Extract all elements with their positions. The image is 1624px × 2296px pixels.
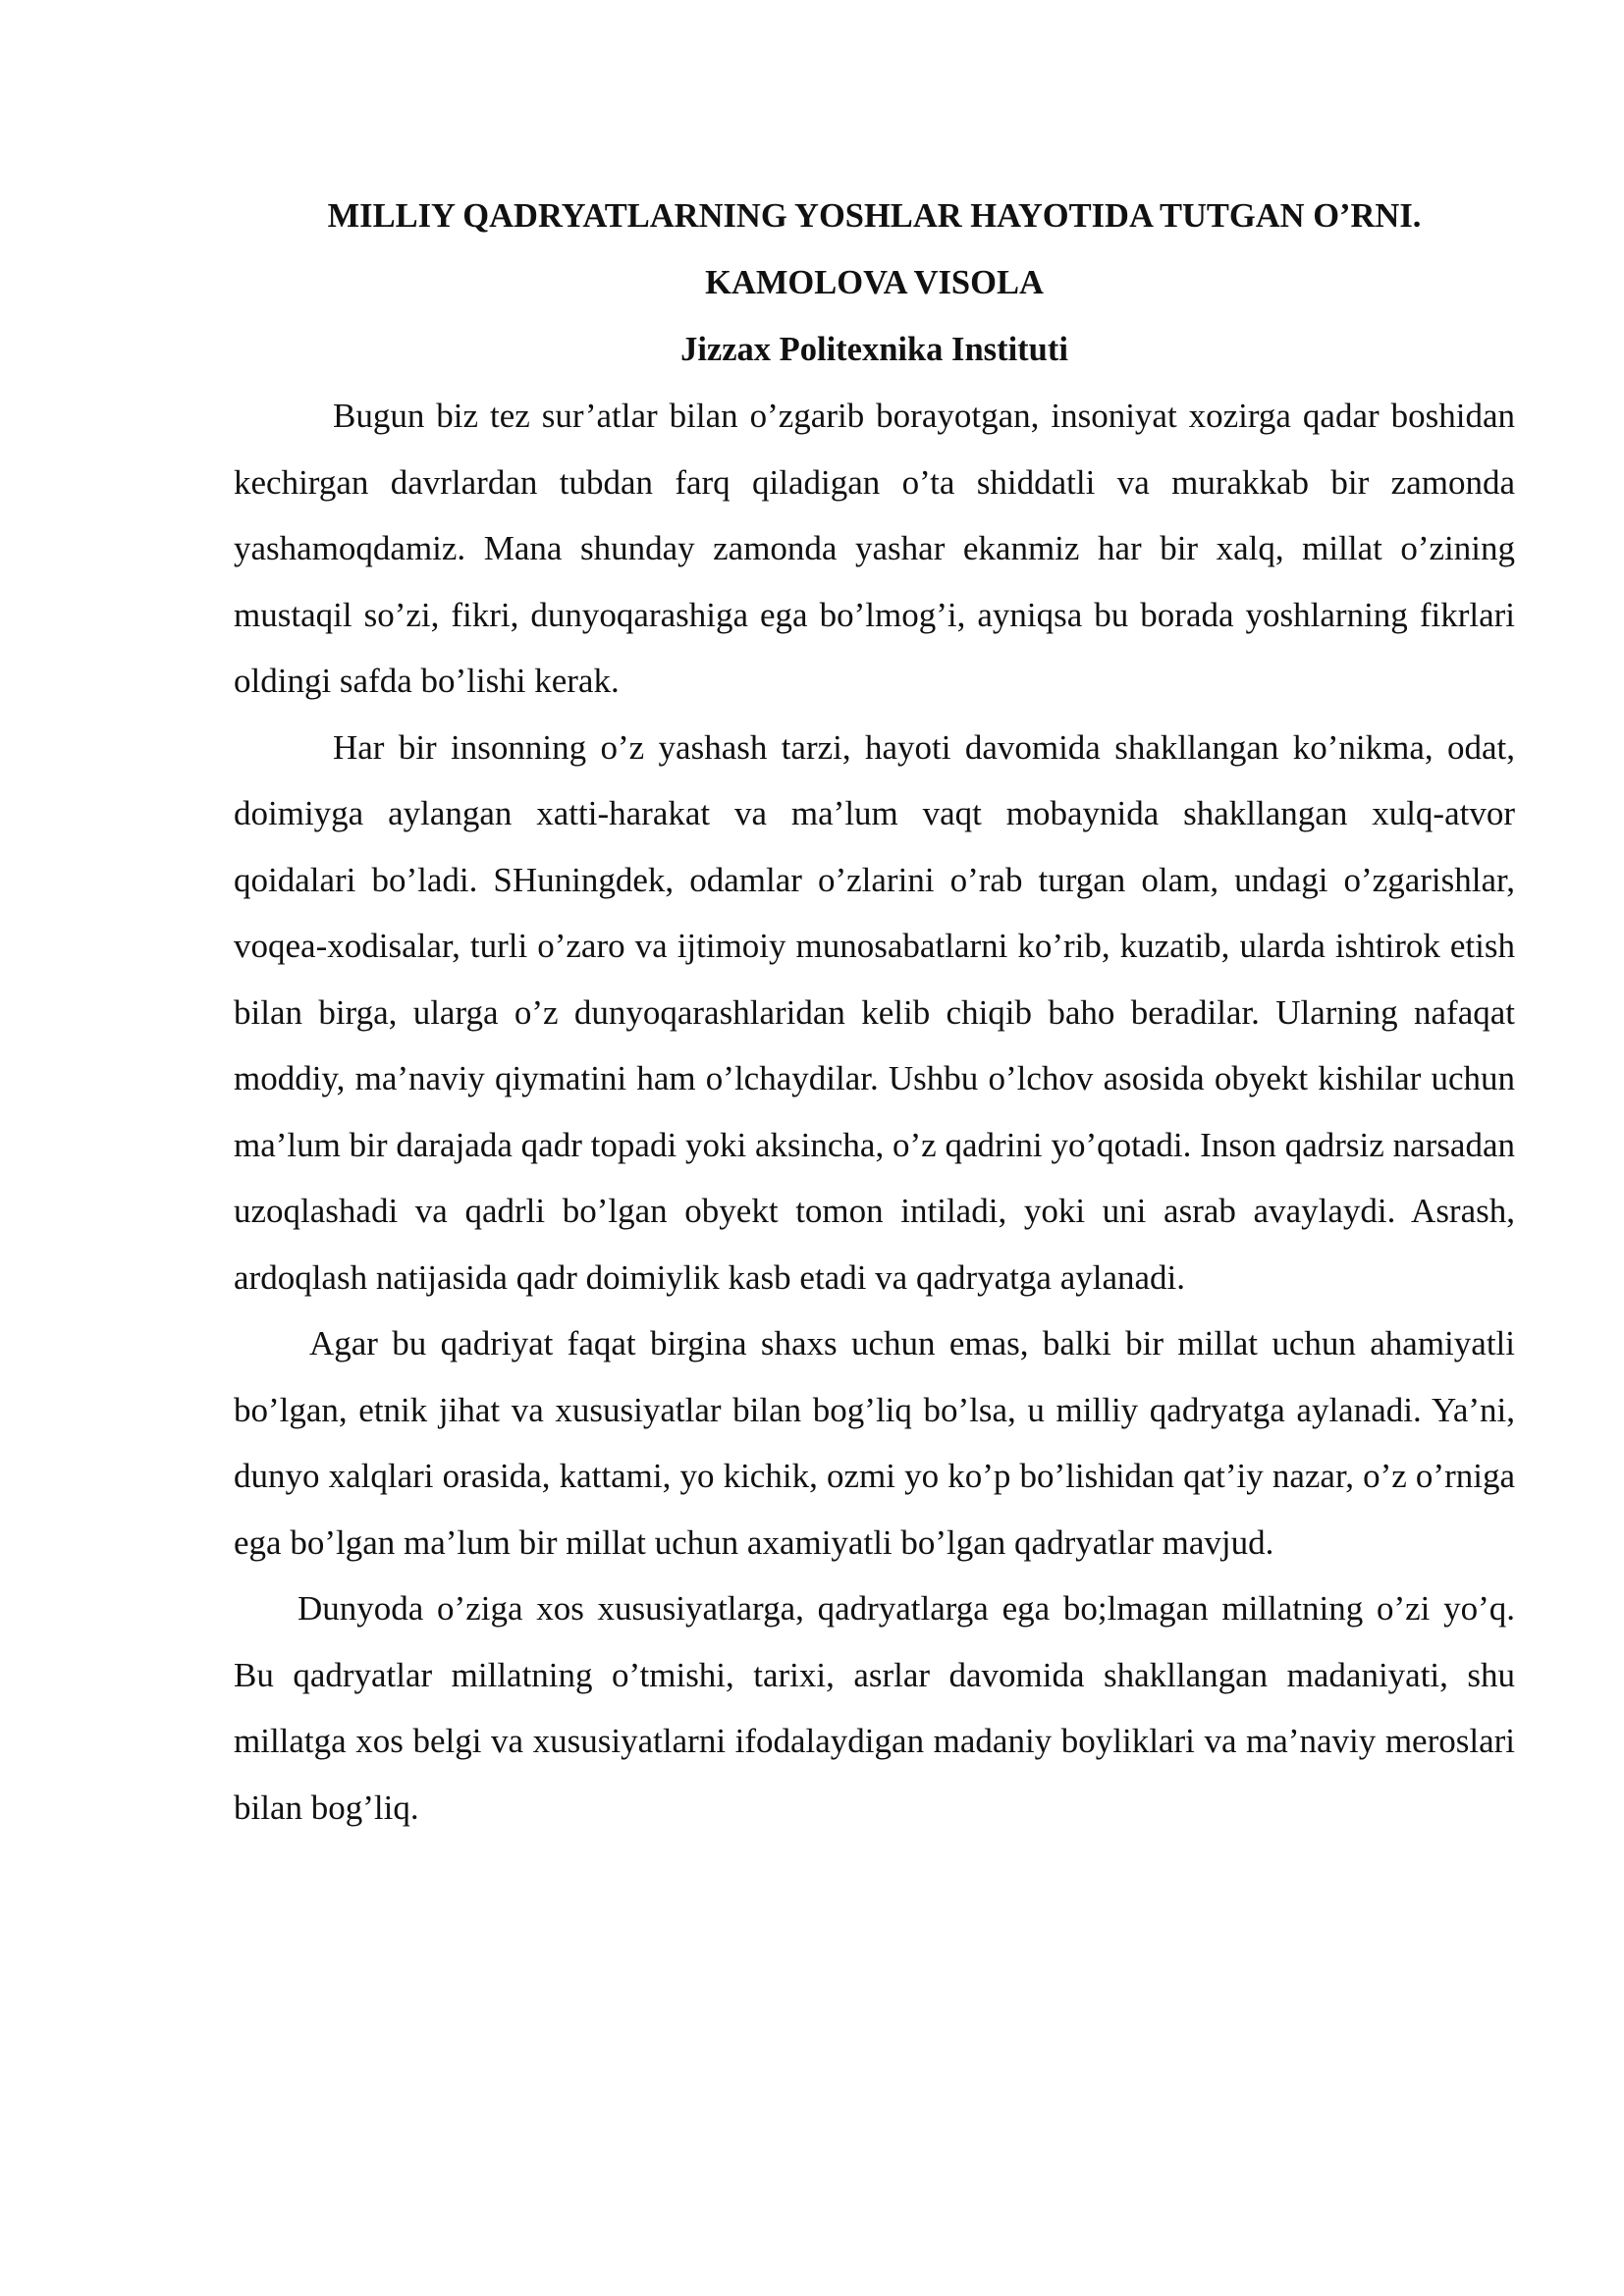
affiliation: Jizzax Politexnika Instituti — [680, 331, 1068, 368]
paragraph: Agar bu qadriyat faqat birgina shaxs uchun emas, balki bir millat uchun ahamiyatli bo’lgan, etnik jihat va xususiyatlar bilan bog’liq bo’lsa, u milliy qadryatga aylanadi. Ya’ni, dunyo xalqlari orasida, kattami, yo kichik, ozmi yo ko’p bo’lishidan qat’iy nazar, o’z o’rniga ega bo’lgan ma’lum bir millat uchun axamiyatli bo’lgan qadryatlar mavjud. — [234, 1324, 1515, 1562]
document-title: MILLIY QADRYATLARNING YOSHLAR HAYOTIDA TUTGAN O’RNI. — [327, 197, 1422, 235]
document-body — [234, 183, 1515, 1841]
author-name: KAMOLOVA VISOLA — [705, 264, 1044, 301]
paragraph: Bugun biz tez sur’atlar bilan o’zgarib borayotgan, insoniyat xozirga qadar boshidan kechirgan davrlardan tubdan farq qiladigan o’ta shiddatli va murakkab bir zamonda yashamoqdamiz. Mana shunday zamonda yashar ekanmiz har bir xalq, millat o’zining mustaqil so’zi, fikri, dunyoqarashiga ega bo’lmog’i, ayniqsa bu borada yoshlarning fikrlari oldingi safda bo’lishi kerak. — [234, 397, 1515, 700]
paragraph: Dunyoda o’ziga xos xususiyatlarga, qadryatlarga ega bo;lmagan millatning o’zi yo’q. Bu qadryatlar millatning o’tmishi, tarixi, asrlar davomida shakllangan madaniyati, shu millatga xos belgi va xususiyatlarni ifodalaydigan madaniy boyliklari va ma’naviy meroslari bilan bog’liq. — [234, 1589, 1515, 1827]
paragraph: Har bir insonning o’z yashash tarzi, hayoti davomida shakllangan ko’nikma, odat, doimiyga aylangan xatti-harakat va ma’lum vaqt mobaynida shakllangan xulq-atvor qoidalari bo’ladi. SHuningdek, odamlar o’zlarini o’rab turgan olam, undagi o’zgarishlar, voqea-xodisalar, turli o’zaro va ijtimoiy munosabatlarni ko’rib, kuzatib, ularda ishtirok etish bilan birga, ularga o’z dunyoqarashlaridan kelib chiqib baho beradilar. Ularning nafaqat moddiy, ma’naviy qiymatini ham o’lchaydilar. Ushbu o’lchov asosida obyekt kishilar uchun ma’lum bir darajada qadr topadi yoki aksincha, o’z qadrini yo’qotadi. Inson qadrsiz narsadan uzoqlashadi va qadrli bo’lgan obyekt tomon intiladi, yoki uni asrab avaylaydi. Asrash, ardoqlash natijasida qadr doimiylik kasb etadi va qadryatga aylanadi. — [234, 727, 1515, 1297]
